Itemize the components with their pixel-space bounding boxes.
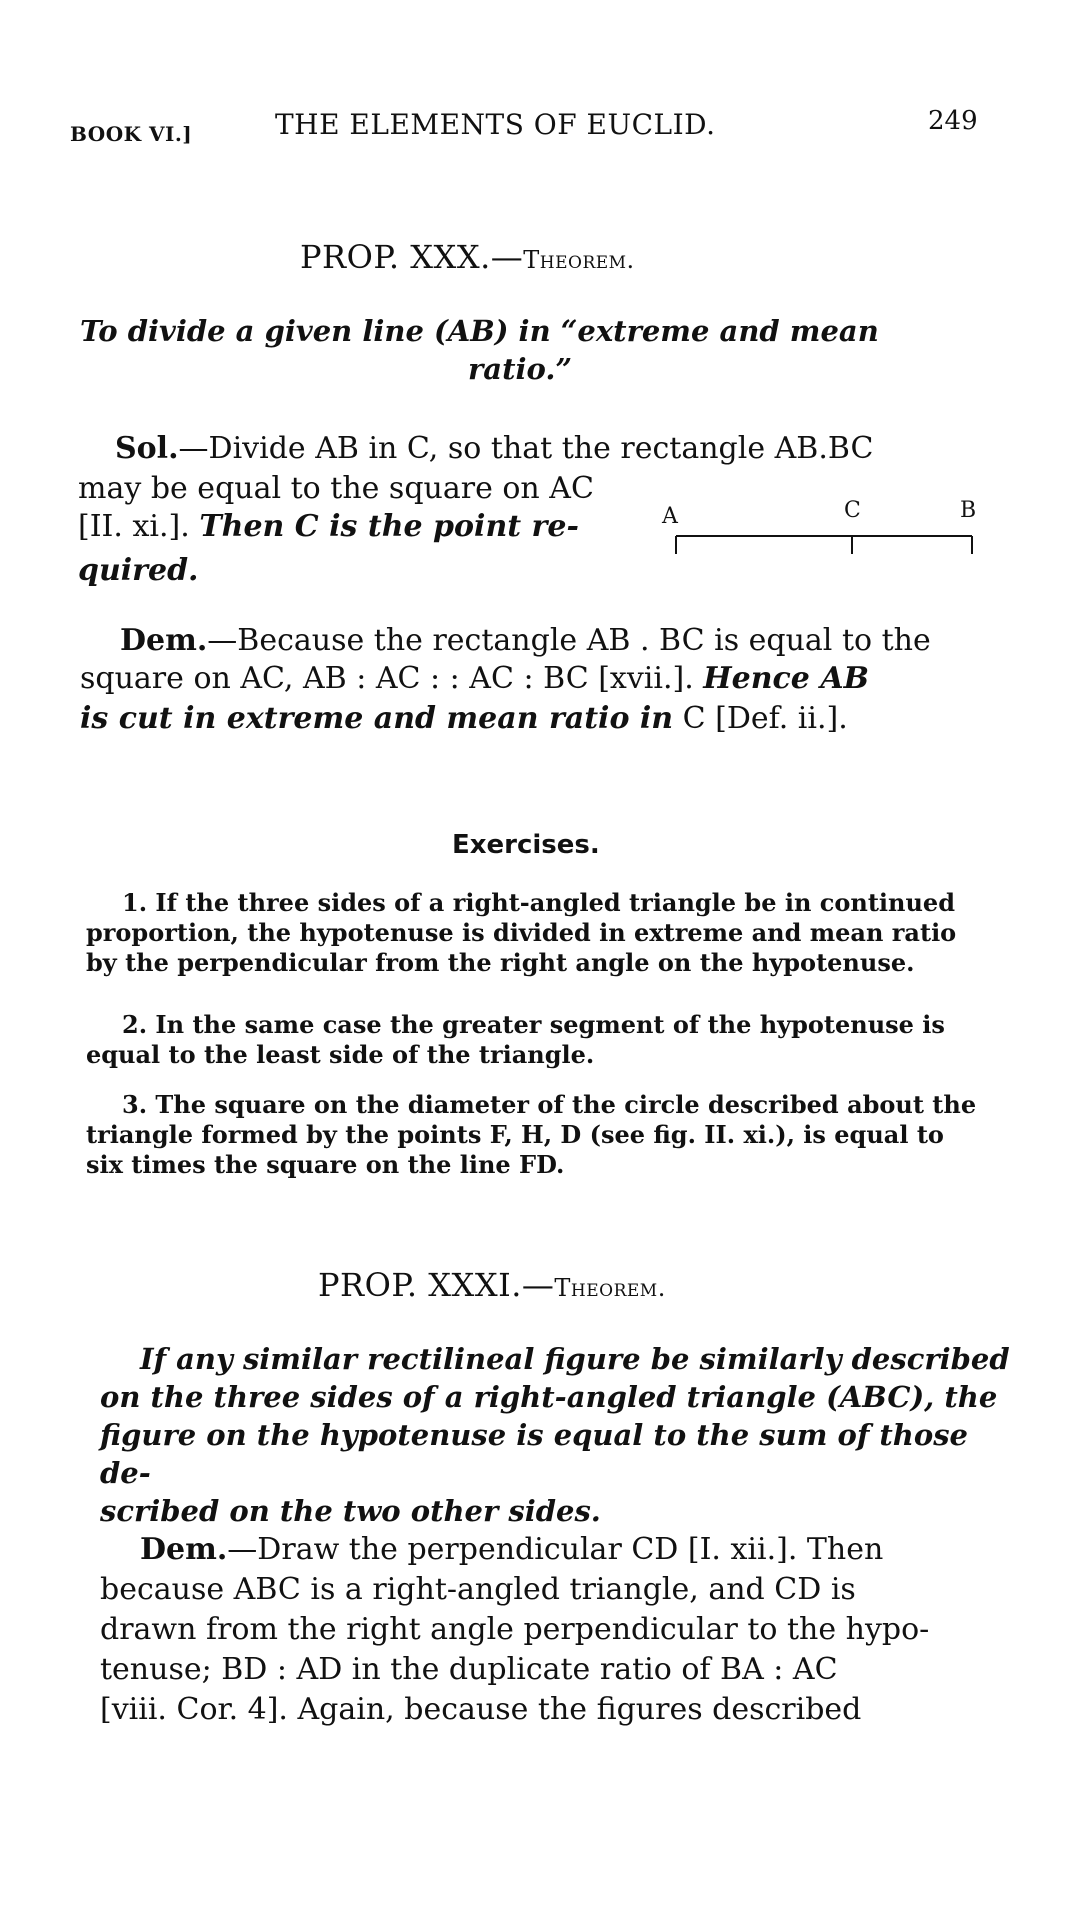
- prop-31-dem-line-1: [100, 1530, 1020, 1570]
- exercise-3: [86, 1090, 1006, 1180]
- prop-31-dem: [100, 1530, 1020, 1730]
- figure-label-c: C: [844, 498, 861, 523]
- exercise-1-text-1: If the three sides of a right-angled triangle be in continued: [155, 888, 955, 917]
- dem-text-2a: square on AC, AB : AC : : AC : BC [xvii.].: [80, 661, 694, 696]
- running-head-book: BOOK VI.]: [70, 122, 193, 146]
- exercise-3-line-1: [86, 1090, 1006, 1120]
- prop-31-enunciation-line-3: figure on the hypotenuse is equal to the sum of those de-: [100, 1418, 968, 1490]
- dem-text-2b: Hence AB: [703, 661, 869, 696]
- prop-31-dem-text-1: —Draw the perpendicular CD [I. xii.]. Then: [227, 1532, 884, 1567]
- exercises-heading: Exercises.: [452, 830, 600, 860]
- figure-label-b: B: [960, 498, 977, 523]
- page-number: 249: [928, 106, 978, 136]
- sol-text-3: Then C is the point re-: [199, 509, 579, 544]
- prop-31-enunciation-line-2: on the three sides of a right-angled triangle (ABC), the: [100, 1380, 998, 1414]
- exercise-3-line-2: triangle formed by the points F, H, D (see fig. II. xi.), is equal to: [86, 1120, 944, 1149]
- prop-30-enunciation-line-1: To divide a given line (AB) in “extreme and mean: [80, 314, 879, 348]
- exercise-2-line-1: [86, 1010, 1006, 1040]
- dem-text-1: —Because the rectangle AB . BC is equal to the: [207, 623, 931, 658]
- sol-text-1: —Divide AB in C, so that the rectangle AB.BC: [178, 431, 874, 466]
- exercise-1-line-2: proportion, the hypotenuse is divided in extreme and mean ratio: [86, 918, 957, 947]
- figure-line-ab: [660, 524, 980, 564]
- prop-30-dem-line-2: [80, 660, 1000, 698]
- prop-31-kind: Theorem.: [554, 1274, 666, 1302]
- running-head-title: THE ELEMENTS OF EUCLID.: [275, 108, 716, 141]
- prop-31-dem-line-3: drawn from the right angle perpendicular to the hypo-: [100, 1612, 930, 1647]
- prop-30-enunciation-line-2: ratio.”: [468, 352, 573, 386]
- exercise-1-line-3: by the perpendicular from the right angle on the hypotenuse.: [86, 948, 915, 977]
- prop-30-dem-line-1: [120, 622, 990, 660]
- prop-30-dem-line-3: [80, 700, 1000, 738]
- prop-30-sol-line-4: quired.: [78, 553, 199, 588]
- exercise-2-line-2: equal to the least side of the triangle.: [86, 1040, 595, 1069]
- prop-31-dem-line-2: because ABC is a right-angled triangle, and CD is: [100, 1572, 856, 1607]
- prop-30-kind: Theorem.: [523, 246, 635, 274]
- prop-31-dem-label: Dem.: [140, 1532, 228, 1567]
- prop-31-enunciation-line-4: scribed on the two other sides.: [100, 1494, 601, 1528]
- prop-31-enunciation-line-1: If any similar rectilineal figure be similarly described: [140, 1342, 1010, 1376]
- sol-label: Sol.: [115, 431, 179, 466]
- prop-31-dem-line-4: tenuse; BD : AD in the duplicate ratio of BA : AC: [100, 1652, 838, 1687]
- exercise-1: [86, 888, 1006, 978]
- exercise-1-number: 1.: [122, 888, 148, 917]
- prop-30-sol-line-2: may be equal to the square on AC: [78, 471, 594, 506]
- dem-text-3a: is cut in extreme and mean ratio in: [80, 701, 674, 736]
- dem-text-3b: C [Def. ii.].: [682, 701, 848, 736]
- dem-label: Dem.: [120, 623, 208, 658]
- exercise-3-text-1: The square on the diameter of the circle described about the: [155, 1090, 977, 1119]
- prop-31-enunciation: [100, 1340, 1020, 1530]
- prop-30-sol-line-1: [115, 430, 995, 468]
- prop-31-number: PROP. XXXI.—: [318, 1266, 555, 1304]
- prop-31-dem-line-5: [viii. Cor. 4]. Again, because the figures described: [100, 1692, 862, 1727]
- exercise-2-number: 2.: [122, 1010, 148, 1039]
- exercise-1-line-1: [86, 888, 1006, 918]
- prop-30-sol-line-3: [78, 508, 579, 546]
- prop-30-number: PROP. XXX.—: [300, 238, 524, 276]
- exercise-3-number: 3.: [122, 1090, 148, 1119]
- prop-30-title: [300, 238, 635, 276]
- sol-ref: [II. xi.].: [78, 509, 190, 544]
- exercise-2-text-1: In the same case the greater segment of the hypotenuse is: [155, 1010, 945, 1039]
- exercise-2: [86, 1010, 1006, 1070]
- prop-31-title: [318, 1266, 666, 1304]
- figure-label-a: A: [662, 504, 678, 529]
- exercise-3-line-3: six times the square on the line FD.: [86, 1150, 565, 1179]
